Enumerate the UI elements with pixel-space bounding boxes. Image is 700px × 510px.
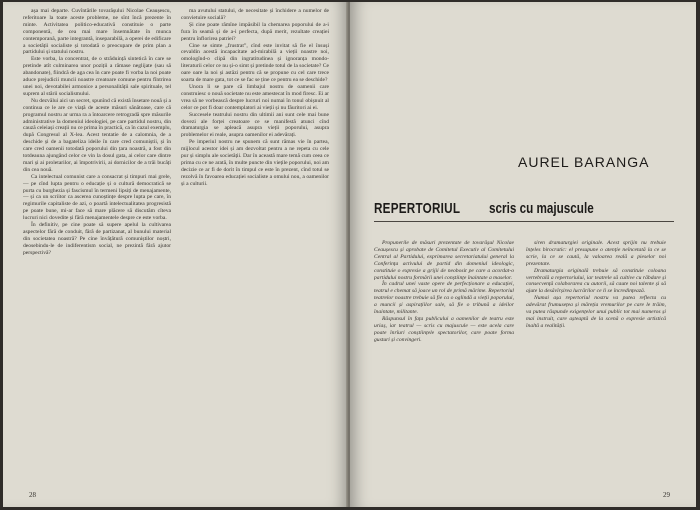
paragraph: Dramaturgia originală trebuie să constituie coloana vertebrală a repertoriului, iar teatrele să cultive cu răbdare și consecvență colaborarea cu autorii, să caute noi talente și să ajute la desăvîrșirea lucrărilor ce li se încredințează.: [526, 267, 666, 295]
paragraph: Pe imperiul nostru ne spunem că sunt rămas vie în partea, mijlocul acestor idei și am dezvoltat pentru a ne repeta cu cele pur și simplu ale societății. Dar în această mare temă cum ceea ce prima cu ce ne arată, în multe puncte din viețile poporului, noi am decizie ce ar fi de dorit în timpul ce este în prezent, cînd totul se rezolvă în favoarea educației socialiste a omului nou, a oamenilor și a culturii.: [181, 139, 329, 187]
article-title: [374, 200, 674, 218]
left-column-1: [23, 8, 171, 463]
right-column-1: [374, 240, 514, 472]
right-page: [350, 2, 696, 507]
right-column-2: [526, 240, 666, 472]
author-name: AUREL BARANGA: [518, 154, 650, 170]
page-number: 28: [29, 491, 36, 499]
left-column-2: [181, 8, 329, 463]
paragraph: ma avutului statului, de necesitate și închidere a numelor de convietuire socială?: [181, 8, 329, 21]
paragraph: În definitiv, pe cine poate să supere apelul la cultivarea aspectelor fără de conduit, fără de partizanat, al bunului material din societatea noastră? Pe cine învățătură comuniștilor noștri, deosebindu-le de indiferentism social, ne prezintă fără ajutor perspectivă?: [23, 222, 171, 256]
title-rule: [374, 221, 674, 222]
left-page: [3, 2, 348, 507]
paragraph: așa mai departe. Cuvîntările tovarășului Nicolae Ceaușescu, referitoare la toate aceste probleme, ne sînt încă prezente în minte. Activitatea politico-educativă constituie o parte componentă, de cea mai mare însemnătate în munca contemporană, parte integrantă, inseparabilă, a operei de edificare a societății socialiste și totodată o preocupare de prim plan a partidului și statului nostru.: [23, 8, 171, 56]
paragraph: Este vorba, la concentrat, de o străduință sintetică în care se pretinde atît culminarea unor poziții a rămase neglijate (sau să abandonate), fiindcă de aga cea în care poate fi vorba la noi poate aduce prejudicii muncii noastre creatoare comune pentru fîntrirea unei noi, devotabilei armonice a personalității sale spirituale, tel suprem al stării socialismului.: [23, 56, 171, 97]
magazine-spread: [3, 2, 696, 507]
paragraph: Numai așa repertoriul nostru va putea reflecta cu adevărat frumusețea și măreția vremurilor pe care le trăim, va putea răspunde exigențelor unui public tot mai numeros și mai instruit, care așteaptă de la scenă o expresie artistică înaltă a realității.: [526, 295, 666, 329]
paragraph: siren dramaturgiei originale. Acest sprijin nu trebuie înțeles birocratic: el presupune o atenție neîncetată la ce se scrie, la ce se caută, la valoarea reală a pieselor noi prezentate.: [526, 240, 666, 267]
paragraph: În cadrul unei vaste opere de perfecționare a educației, teatrul e chemat să joace un rol de primă mărime. Repertoriul teatrelor noastre trebuie să fie ca o oglindă a vieții poporului, a muncii și aspirațiilor sale, să fie o tribună a ideilor înaintate, militante.: [374, 281, 514, 316]
paragraph: Unora li se pare că limbajul nostru de oamenii care construiesc o nouă societate nu este amestecat în mod firesc. Ei ar vrea să ne vorbească despre lucruri noi numai în tonul obișnuit al celor ce pot fi doar contemplatori ai vieții și nu făuritori ai ei.: [181, 83, 329, 111]
paragraph: Ca intelectual comunist care a consacrat și timpuri mai grele, — pe cînd lupta pentru o educație și o cultură democratică se purta cu burghezia și fascismul în termeni lipsiți de menajamente, — și ca un scriitor ca ascerea cunoștințe despre lupta pe care, în regimurile capitaliste de azi, o poartă intelectualitatea progresistă pe poate bune, mi-ar face să mare plăcere să discutăm cîteva lucruri nici dovedite și fără menajamentele despre ce este vorba.: [23, 173, 171, 222]
page-number: 29: [663, 491, 670, 499]
paragraph: Cine se simte „frustrat”, cînd este invitat să fie el însuși cevaldin acestă incapacitate ad-mirabilă a vieții noastre noi, omologînd-o clipă din ingratitudinea și ignoranța mondo-literaturii celor ce nu și-o simt și pretinde totul de la societate? Ce oare oare la noi și astăzi pentru că se propune cu cel care trece soarta de mare gata, tot ce se fac se ține ce pentru ea se deschide?: [181, 42, 329, 84]
paragraph: Propunerile de măsuri prezentate de tovarășul Nicolae Ceaușescu și aprobate de Comitetul Executiv al Comitetului Central al Partidului, exprimarea secretariatului general la Conferința activului de partid din domeniul ideologic, constituie o expresie a grijii de neobosit pe care a acordat-o partidului nostru formării unei conștiințe înaintate a maselor.: [374, 240, 514, 281]
paragraph: Nu dezvălui aici un secret, spunînd că există însetare nouă și a continua ce le are ce viață de aceste măsuri sănătoase, care că programul nostru ar urma ra a întoarcere retrogradă spre măsurile administrative la domeniul ideologiei, pe care partidul nostru, din cauză celeiași creații nu ce prima în practică, ca în cazul exemplu, după Congresul al X-lea. Acest tentatie de a calomnia, de a deschide și de a bagateliza ideile în care cred comuniștii, și în care cred oamenii totodată poporului din țara noastră, a fost din totdeauna ajungând celor ce vin la dosul gata, ai celor care dintre mari și ai proletarilor, ai împotrivirii, ai dornicilor de a trăi bucăți din cea nouă.: [23, 97, 171, 173]
paragraph: Răspunsul în fața publicului a oamenilor de teatru este uriaș, iar teatrul — scris cu majuscule — este acela care poate înrîuri conștiințele spectatorilor, care poate forma gusturi și convingeri.: [374, 315, 514, 343]
paragraph: Succesele teatrului nostru din ultimii ani sunt cele mai bune dovezi ale forței creatoare ce se manifestă atunci cînd dramaturgia se apleacă asupra vieții poporului, asupra problemelor ei reale, asupra oamenilor ei adevărați.: [181, 111, 329, 139]
title-main: REPERTORIUL: [374, 200, 461, 217]
title-rest: scris cu majuscule: [489, 200, 594, 217]
paragraph: Și cine poate rămîne impăsibil la chemarea poporului de a-i fura în seamă și de a-i perfecta, după merit, rezultate creației pentru înflorirea patriei?: [181, 21, 329, 42]
